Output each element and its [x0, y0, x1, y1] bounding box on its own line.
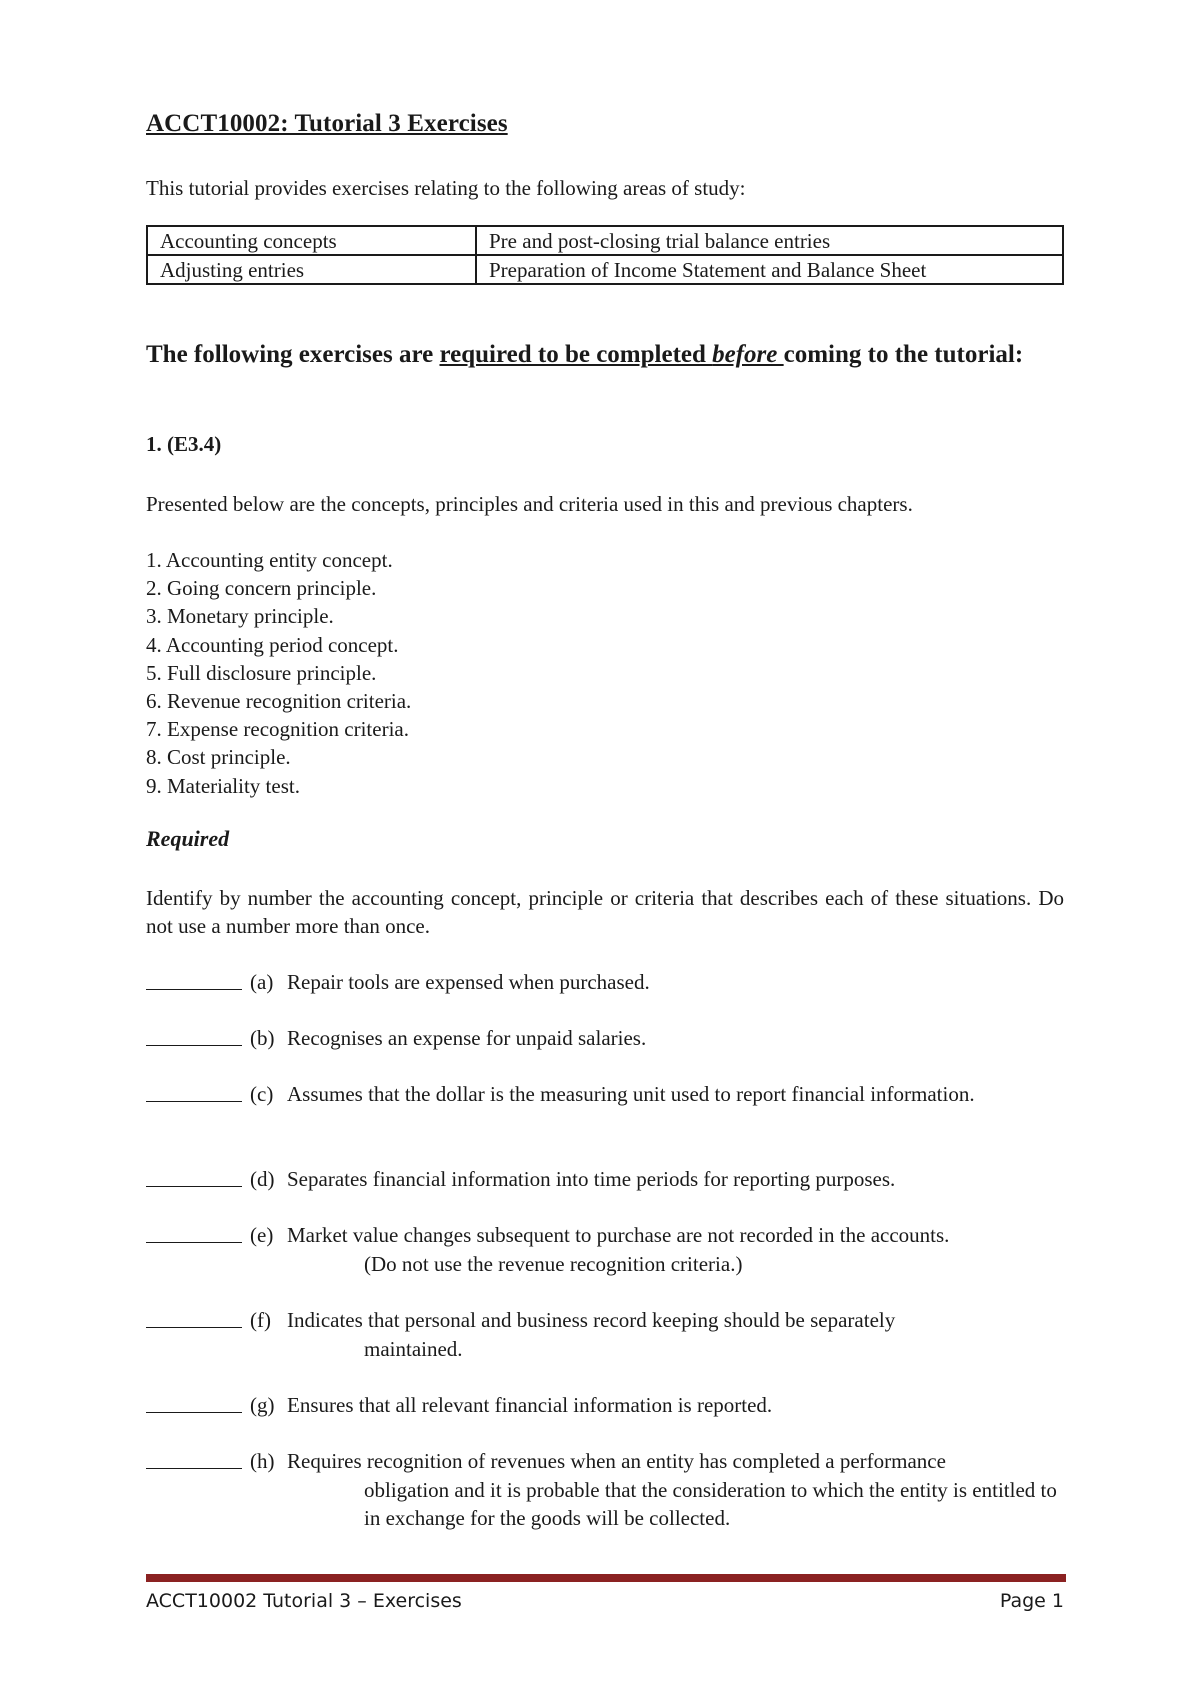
- list-item: 4. Accounting period concept.: [146, 632, 399, 657]
- situation-text: Market value changes subsequent to purchase are not recorded in the accounts.: [287, 1223, 950, 1247]
- required-heading-suffix: coming to the tutorial:: [783, 341, 1024, 368]
- intro-text: This tutorial provides exercises relating to the following areas of study:: [146, 176, 746, 200]
- list-item: 7. Expense recognition criteria.: [146, 717, 409, 742]
- situation-text: Separates financial information into time periods for reporting purposes.: [287, 1167, 896, 1191]
- situation-letter: (f): [250, 1308, 271, 1332]
- list-item: 2. Going concern principle.: [146, 576, 377, 601]
- answer-blank[interactable]: [146, 1080, 242, 1102]
- situation-letter: (g): [250, 1393, 275, 1417]
- table-cell: Adjusting entries: [147, 255, 476, 284]
- required-heading: [146, 338, 1064, 372]
- situation-item-a: [146, 968, 1064, 997]
- situation-continuation: (Do not use the revenue recognition criteria.): [364, 1251, 743, 1276]
- table-cell: Preparation of Income Statement and Balance Sheet: [476, 255, 1063, 284]
- document-page: [146, 0, 1064, 1696]
- situation-item-f: [146, 1306, 1064, 1363]
- answer-blank[interactable]: [146, 1024, 242, 1046]
- presented-text: Presented below are the concepts, principles and criteria used in this and previous chapters.: [146, 492, 913, 516]
- table-cell: Pre and post-closing trial balance entries: [476, 226, 1063, 255]
- list-item: 6. Revenue recognition criteria.: [146, 689, 412, 714]
- situation-continuation: maintained.: [364, 1336, 463, 1361]
- exercise-number: 1. (E3.4): [146, 432, 222, 456]
- table-cell: Accounting concepts: [147, 226, 476, 255]
- footer-divider: [146, 1574, 1066, 1582]
- study-areas-table: [146, 225, 1064, 285]
- situation-item-b: [146, 1024, 1064, 1053]
- list-item: 5. Full disclosure principle.: [146, 660, 377, 685]
- answer-blank[interactable]: [146, 1165, 242, 1187]
- list-item: 9. Materiality test.: [146, 773, 300, 798]
- situation-letter: (d): [250, 1167, 275, 1191]
- required-heading-underlined: required to be completed: [439, 341, 713, 368]
- situation-letter: (a): [250, 970, 274, 994]
- required-heading-before: before: [712, 341, 784, 368]
- situation-item-e: [146, 1221, 1064, 1278]
- situation-text: Indicates that personal and business record keeping should be separately: [287, 1308, 896, 1332]
- situation-letter: (b): [250, 1026, 275, 1050]
- situation-continuation: obligation and it is probable that the consideration to which the entity is entitled to in exchange for the goods will be collected.: [364, 1477, 1057, 1530]
- situation-letter: (e): [250, 1223, 274, 1247]
- situation-text: Requires recognition of revenues when an entity has completed a performance: [287, 1449, 946, 1473]
- answer-blank[interactable]: [146, 1221, 242, 1243]
- table-row: [147, 255, 1063, 284]
- required-heading-prefix: The following exercises are: [146, 341, 440, 368]
- instruction-text: Identify by number the accounting concept, principle or criteria that describes each of these situations. Do not use a number more than once.: [146, 886, 1064, 938]
- table-row: [147, 226, 1063, 255]
- answer-blank[interactable]: [146, 1447, 242, 1469]
- list-item: 8. Cost principle.: [146, 745, 291, 770]
- concepts-list: [146, 546, 411, 800]
- list-item: 1. Accounting entity concept.: [146, 548, 393, 572]
- answer-blank[interactable]: [146, 1306, 242, 1328]
- footer-course-label: ACCT10002 Tutorial 3 – Exercises: [146, 1590, 462, 1612]
- situation-text: Repair tools are expensed when purchased.: [287, 970, 650, 994]
- answer-blank[interactable]: [146, 1391, 242, 1413]
- situation-item-g: [146, 1391, 1064, 1420]
- document-title: ACCT10002: Tutorial 3 Exercises: [146, 110, 508, 137]
- situation-text: Recognises an expense for unpaid salaries.: [287, 1026, 647, 1050]
- list-item: 3. Monetary principle.: [146, 604, 334, 629]
- situation-item-d: [146, 1165, 1064, 1194]
- required-label: Required: [146, 826, 230, 851]
- situation-item-h: [146, 1447, 1064, 1533]
- footer-page-number: Page 1: [999, 1590, 1064, 1612]
- situation-text: Assumes that the dollar is the measuring unit used to report financial information.: [287, 1082, 975, 1106]
- situation-item-c: [146, 1080, 1064, 1109]
- situation-letter: (h): [250, 1449, 275, 1473]
- answer-blank[interactable]: [146, 968, 242, 990]
- situation-letter: (c): [250, 1082, 274, 1106]
- situation-text: Ensures that all relevant financial information is reported.: [287, 1393, 773, 1417]
